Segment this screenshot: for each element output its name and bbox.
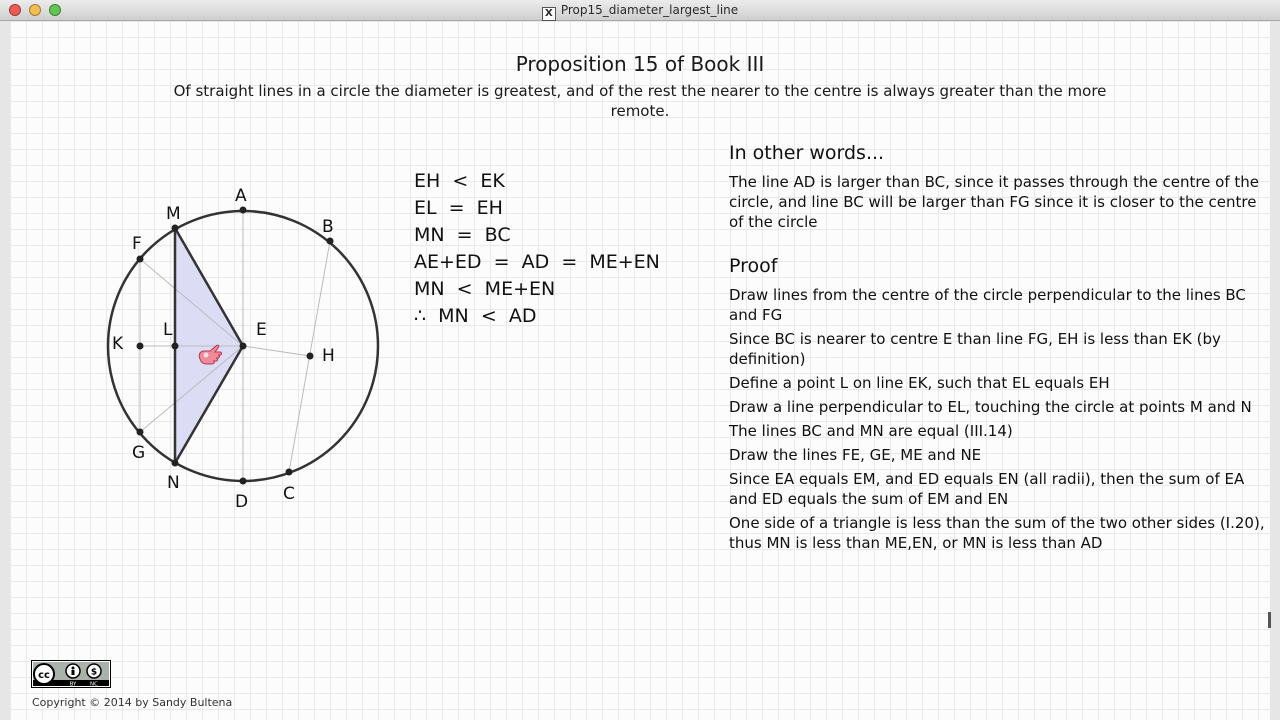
point-b (327, 238, 334, 245)
in-other-words-title: In other words... (729, 142, 885, 164)
svg-text:NC: NC (90, 681, 98, 688)
cc-license-badge[interactable] (31, 660, 111, 688)
point-g (137, 429, 144, 436)
point-f (137, 256, 144, 263)
in-other-words-text: The line AD is larger than BC, since it passes through the centre of the circle, and line BC will be larger than FG since it is closer to the centre of the circle (729, 173, 1260, 231)
label-d: D (235, 492, 249, 512)
label-m: M (166, 204, 181, 224)
point-k (137, 343, 144, 350)
svg-text:cc: cc (38, 670, 50, 681)
label-e: E (256, 320, 267, 340)
proof-step: Define a point L on line EK, such that EL equals EH (729, 374, 1110, 392)
point-d (240, 478, 247, 485)
construction-lines (140, 210, 330, 481)
proof-step: Since BC is nearer to centre E than line FG, EH is less than EK (by definition) (729, 330, 1221, 368)
label-f: F (132, 234, 142, 254)
equation-line: MN = BC (414, 224, 511, 246)
proof-step: Draw lines from the centre of the circle perpendicular to the lines BC and FG (729, 286, 1246, 324)
point-m (172, 225, 179, 232)
x11-app-icon: X (542, 7, 556, 21)
equation-line: EL = EH (414, 197, 503, 219)
equation-line: MN < ME+EN (414, 278, 556, 300)
label-b: B (322, 217, 334, 237)
window-title-text: Prop15_diameter_largest_line (560, 3, 739, 17)
label-h: H (322, 346, 335, 366)
point-a (240, 207, 247, 214)
copyright-notice: Copyright © 2014 by Sandy Bultena (32, 696, 233, 709)
point-l (172, 343, 179, 350)
point-h (307, 353, 314, 360)
scrollbar-handle[interactable] (1268, 612, 1271, 628)
label-a: A (235, 186, 247, 206)
svg-text:$: $ (90, 667, 98, 678)
equation-list (414, 168, 660, 330)
equation-line: AE+ED = AD = ME+EN (414, 251, 660, 273)
point-e (240, 343, 247, 350)
proof-step: One side of a triangle is less than the sum of the two other sides (I.20), thus MN is less than ME,EN, or MN is less than AD (729, 514, 1265, 552)
label-g: G (132, 443, 146, 463)
equation-line: EH < EK (414, 170, 505, 192)
svg-text:BY: BY (69, 681, 77, 688)
point-c (286, 469, 293, 476)
equation-line: ∴ MN < AD (414, 305, 537, 327)
point-n (172, 460, 179, 467)
label-n: N (167, 473, 180, 493)
proof-step: Draw a line perpendicular to EL, touching the circle at points M and N (729, 398, 1252, 416)
proof-step: Since EA equals EM, and ED equals EN (all radii), then the sum of EA and ED equals the sum of EM and EN (729, 470, 1245, 508)
label-k: K (112, 334, 124, 354)
proof-title: Proof (729, 255, 778, 277)
label-l: L (163, 320, 173, 340)
page-title: Proposition 15 of Book III (515, 52, 765, 76)
proof-step: The lines BC and MN are equal (III.14) (729, 422, 1013, 440)
proposition-statement: Of straight lines in a circle the diameter is greatest, and of the rest the nearer to the centre is always greater than the more remote. (173, 82, 1107, 120)
proof-step: Draw the lines FE, GE, ME and NE (729, 446, 982, 464)
label-c: C (283, 484, 295, 504)
proof-steps (729, 285, 1269, 557)
